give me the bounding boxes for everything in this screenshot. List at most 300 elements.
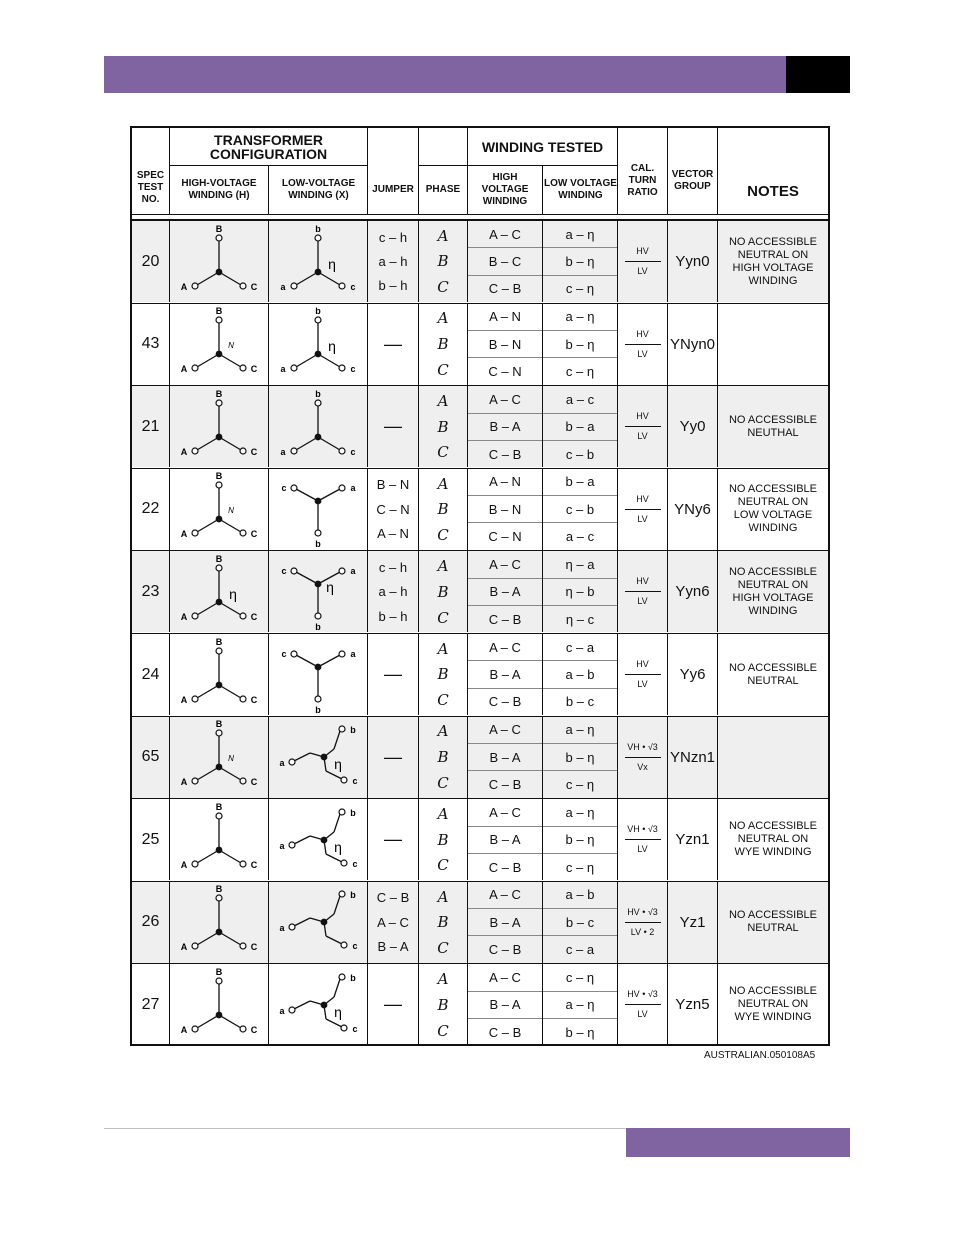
low-voltage-tested xyxy=(543,634,618,715)
winding-line xyxy=(219,272,241,285)
phase-label-b: b xyxy=(315,223,321,234)
jumper-entry: A – N xyxy=(377,526,409,542)
terminal xyxy=(315,530,321,536)
phase-entry: B xyxy=(437,417,449,436)
phase-entry: C xyxy=(437,856,449,875)
winding-line xyxy=(197,932,219,945)
terminal xyxy=(339,974,345,980)
notes-cell: NO ACCESSIBLE NEUTRAL xyxy=(728,661,818,687)
phase-label-a: a xyxy=(280,446,286,457)
winding-line xyxy=(318,272,340,285)
terminal xyxy=(192,1026,198,1032)
phase-entry: A xyxy=(437,557,449,576)
spec-test-no: 65 xyxy=(132,717,170,798)
turn-ratio xyxy=(618,304,668,385)
turn-ratio xyxy=(618,882,668,963)
phase-label-b: b xyxy=(350,890,356,901)
table-row xyxy=(132,220,828,302)
winding-line xyxy=(197,272,219,285)
header-spec: SPEC TEST NO. xyxy=(132,128,170,214)
vector-group: Yyn0 xyxy=(668,221,718,302)
winding-pair: C – B xyxy=(488,942,522,958)
winding-line xyxy=(197,767,219,780)
lv-winding-diagram xyxy=(269,964,368,1045)
hv-winding-diagram xyxy=(170,964,269,1045)
phase-list xyxy=(419,964,468,1045)
winding-pair: B – N xyxy=(468,496,542,523)
jumper-entry: c – h xyxy=(378,560,408,576)
winding-line xyxy=(219,519,241,532)
header-vector-group: VECTOR GROUP xyxy=(668,128,718,214)
terminal xyxy=(240,696,246,702)
header-page-block xyxy=(786,56,850,93)
neutral-point xyxy=(216,433,223,440)
terminal xyxy=(291,651,297,657)
terminal xyxy=(341,1025,347,1031)
winding-pair: a – b xyxy=(543,661,617,688)
winding-pair: a – η xyxy=(543,992,617,1019)
phase-label-a: a xyxy=(279,840,285,851)
ratio-denominator: LV xyxy=(637,679,648,689)
winding-line xyxy=(334,979,340,997)
winding-line xyxy=(334,896,340,914)
terminal xyxy=(315,613,321,619)
terminal xyxy=(341,942,347,948)
winding-line xyxy=(296,354,318,367)
spec-test-no: 26 xyxy=(132,882,170,963)
ratio-numerator: HV xyxy=(636,576,649,587)
jumper-list xyxy=(368,221,419,302)
winding-line xyxy=(296,655,318,667)
winding-pair: C – N xyxy=(488,529,522,545)
phase-entry: A xyxy=(437,309,449,328)
vector-group: Yzn5 xyxy=(668,964,718,1045)
high-voltage-tested xyxy=(468,551,543,632)
ratio-fraction-bar xyxy=(625,509,661,510)
neutral-point xyxy=(315,663,322,670)
terminal xyxy=(216,565,222,571)
winding-pair: c – η xyxy=(543,964,617,991)
eta-label: η xyxy=(328,338,336,355)
terminal xyxy=(240,530,246,536)
header-high-voltage: HIGH VOLTAGE WINDING xyxy=(468,166,543,214)
winding-pair: B – A xyxy=(468,414,542,441)
phase-label-b: B xyxy=(215,966,223,977)
header-ratio: CAL. TURN RATIO xyxy=(618,128,668,214)
phase-entry: A xyxy=(437,392,449,411)
phase-label-c: c xyxy=(350,364,356,375)
eta-label: η xyxy=(326,578,334,595)
phase-label-b: b xyxy=(315,388,321,399)
turn-ratio xyxy=(618,799,668,880)
phase-entry: B xyxy=(437,748,449,767)
winding-pair: c – η xyxy=(565,281,595,297)
spec-test-no: 20 xyxy=(132,221,170,302)
neutral-point xyxy=(321,754,328,761)
jumper-entry: — xyxy=(384,829,402,850)
table-row xyxy=(132,798,828,880)
notes-cell: NO ACCESSIBLE NEUTRAL ON HIGH VOLTAGE WINDING xyxy=(728,565,818,617)
neutral-point xyxy=(315,580,322,587)
terminal xyxy=(216,400,222,406)
ratio-numerator: HV xyxy=(636,493,649,504)
vector-group: Yy6 xyxy=(668,634,718,715)
notes-cell: NO ACCESSIBLE NEUTHAL xyxy=(728,413,818,439)
spec-test-no: 43 xyxy=(132,304,170,385)
header-hv-winding: HIGH-VOLTAGE WINDING (H) xyxy=(170,166,269,214)
high-voltage-tested xyxy=(468,717,543,798)
low-voltage-tested xyxy=(543,964,618,1045)
phase-label-c: C xyxy=(250,281,258,292)
neutral-point xyxy=(216,351,223,358)
ratio-fraction-bar xyxy=(625,426,661,427)
terminal xyxy=(339,568,345,574)
header-phase: PHASE xyxy=(419,128,468,214)
terminal xyxy=(291,283,297,289)
terminal xyxy=(339,651,345,657)
jumper-entry: — xyxy=(384,333,402,354)
phase-label-b: b xyxy=(350,807,356,818)
jumper-list xyxy=(368,469,419,550)
phase-list xyxy=(419,386,468,467)
phase-label-b: B xyxy=(215,553,223,564)
lv-winding-diagram xyxy=(269,386,368,467)
high-voltage-tested xyxy=(468,304,543,385)
jumper-entry: b – h xyxy=(378,608,408,624)
turn-ratio xyxy=(618,551,668,632)
phase-label-b: B xyxy=(215,884,223,895)
winding-pair: b – c xyxy=(565,694,595,710)
phase-entry: C xyxy=(437,278,449,297)
winding-line xyxy=(326,1019,342,1027)
spec-test-no: 23 xyxy=(132,551,170,632)
terminal xyxy=(291,568,297,574)
terminal xyxy=(339,891,345,897)
phase-label-c: C xyxy=(250,859,258,870)
neutral-point xyxy=(216,929,223,936)
phase-label-c: c xyxy=(352,858,358,869)
winding-pair: B – A xyxy=(468,827,542,854)
phase-entry: A xyxy=(437,639,449,658)
winding-line xyxy=(219,1015,241,1028)
phase-list xyxy=(419,304,468,385)
table-row xyxy=(132,633,828,715)
terminal xyxy=(339,365,345,371)
hv-winding-diagram xyxy=(170,469,269,550)
neutral-point xyxy=(216,846,223,853)
jumper-entry: b – h xyxy=(378,278,408,294)
neutral-label: N xyxy=(228,506,234,516)
terminal xyxy=(291,485,297,491)
winding-pair: B – N xyxy=(468,331,542,358)
low-voltage-tested xyxy=(543,386,618,467)
vector-group: Yzn1 xyxy=(668,799,718,880)
phase-label-c: c xyxy=(350,446,356,457)
phase-entry: B xyxy=(437,995,449,1014)
winding-line xyxy=(334,814,340,832)
jumper-entry: — xyxy=(384,746,402,767)
phase-label-a: a xyxy=(279,758,285,769)
high-voltage-tested xyxy=(468,882,543,963)
neutral-point xyxy=(321,919,328,926)
terminal xyxy=(216,235,222,241)
phase-label-c: C xyxy=(250,446,258,457)
phase-label-c: C xyxy=(250,364,258,375)
phase-label-a: a xyxy=(350,648,356,659)
winding-line xyxy=(334,731,340,749)
terminal xyxy=(216,730,222,736)
eta-label: η xyxy=(328,255,336,272)
terminal xyxy=(216,978,222,984)
turn-ratio xyxy=(618,386,668,467)
hv-winding-diagram xyxy=(170,386,269,467)
table-row xyxy=(132,963,828,1045)
phase-label-c: c xyxy=(281,565,287,576)
winding-line xyxy=(296,437,318,450)
jumper-list xyxy=(368,304,419,385)
lv-winding-diagram xyxy=(269,882,368,963)
phase-entry: A xyxy=(437,474,449,493)
ratio-numerator: HV • √3 xyxy=(627,906,658,917)
phase-label-c: C xyxy=(250,942,258,953)
winding-pair: b – η xyxy=(565,1024,595,1040)
terminal xyxy=(339,283,345,289)
phase-label-a: A xyxy=(180,777,188,788)
winding-line xyxy=(326,854,342,862)
phase-label-a: a xyxy=(280,281,286,292)
hv-winding-diagram xyxy=(170,221,269,302)
ratio-numerator: HV xyxy=(636,246,649,256)
phase-label-a: A xyxy=(180,859,188,870)
winding-line xyxy=(296,572,318,584)
ratio-numerator: VH • √3 xyxy=(627,741,658,752)
table-row xyxy=(132,385,828,467)
header-band xyxy=(104,56,786,93)
winding-pair: A – C xyxy=(468,717,542,744)
neutral-point xyxy=(216,516,223,523)
vector-group: Yz1 xyxy=(668,882,718,963)
terminal xyxy=(291,448,297,454)
phase-entry: C xyxy=(437,773,449,792)
phase-entry: C xyxy=(437,938,449,957)
winding-line xyxy=(197,437,219,450)
neutral-point xyxy=(315,268,322,275)
winding-line xyxy=(197,685,219,698)
phase-label-b: b xyxy=(315,539,321,550)
terminal xyxy=(192,861,198,867)
phase-label-a: A xyxy=(180,364,188,375)
low-voltage-tested xyxy=(543,221,618,302)
phase-entry: A xyxy=(437,887,449,906)
spec-test-no: 25 xyxy=(132,799,170,880)
spec-test-no: 27 xyxy=(132,964,170,1045)
phase-entry: A xyxy=(437,970,449,989)
terminal xyxy=(289,924,295,930)
vector-group: Yy0 xyxy=(668,386,718,467)
eta-label: η xyxy=(334,756,342,773)
phase-label-b: b xyxy=(315,306,321,317)
jumper-entry: — xyxy=(384,664,402,684)
terminal xyxy=(240,283,246,289)
ratio-denominator: LV • 2 xyxy=(630,926,655,937)
winding-pair: a – c xyxy=(543,386,617,413)
winding-pair: A – N xyxy=(468,304,542,331)
terminal xyxy=(192,696,198,702)
jumper-entry: a – h xyxy=(378,253,408,269)
vector-group: YNyn0 xyxy=(668,304,718,385)
terminal xyxy=(315,400,321,406)
phase-label-c: c xyxy=(281,483,287,494)
phase-label-c: c xyxy=(352,1023,358,1034)
table-row xyxy=(132,716,828,798)
ratio-numerator: HV xyxy=(636,411,649,422)
phase-list xyxy=(419,551,468,632)
spec-test-no: 24 xyxy=(132,634,170,715)
phase-label-b: B xyxy=(215,801,223,812)
winding-pair: c – a xyxy=(565,942,595,958)
turn-ratio xyxy=(618,469,668,550)
winding-pair: C – B xyxy=(488,776,522,792)
phase-label-a: A xyxy=(180,529,188,540)
terminal xyxy=(339,726,345,732)
winding-line xyxy=(197,354,219,367)
jumper-entry: — xyxy=(384,994,402,1015)
terminal xyxy=(192,530,198,536)
turn-ratio xyxy=(618,221,668,302)
terminal xyxy=(315,317,321,323)
winding-line xyxy=(197,1015,219,1028)
header-notes: NOTES xyxy=(747,182,799,200)
winding-pair: A – N xyxy=(468,469,542,496)
header-transformer-config: TRANSFORMER CONFIGURATION HIGH-VOLTAGE WINDING (H) LOW-VOLTAGE WINDING (X) xyxy=(170,128,368,214)
low-voltage-tested xyxy=(543,799,618,880)
phase-label-a: a xyxy=(280,364,286,375)
winding-line xyxy=(197,602,219,615)
winding-line xyxy=(219,437,241,450)
phase-label-b: B xyxy=(215,636,223,647)
phase-label-a: A xyxy=(180,281,188,292)
phase-entry: B xyxy=(437,252,449,271)
winding-pair: η – c xyxy=(565,611,595,627)
low-voltage-tested xyxy=(543,717,618,798)
winding-pair: A – C xyxy=(468,221,542,248)
phase-label-b: B xyxy=(215,306,223,317)
winding-line xyxy=(219,932,241,945)
winding-pair: c – b xyxy=(565,446,595,462)
spec-test-no: 21 xyxy=(132,386,170,467)
neutral-point xyxy=(216,598,223,605)
phase-label-a: a xyxy=(350,565,356,576)
notes-cell: NO ACCESSIBLE NEUTRAL ON LOW VOLTAGE WINDING xyxy=(728,483,818,535)
phase-label-c: C xyxy=(250,694,258,705)
phase-label-a: a xyxy=(350,483,356,494)
winding-line xyxy=(326,936,342,944)
winding-line xyxy=(296,272,318,285)
winding-line xyxy=(219,602,241,615)
winding-line xyxy=(197,519,219,532)
ratio-denominator: LV xyxy=(637,266,648,276)
terminal xyxy=(339,448,345,454)
lv-winding-diagram xyxy=(269,221,368,302)
winding-line xyxy=(318,655,340,667)
notes-cell: NO ACCESSIBLE NEUTRAL ON WYE WINDING xyxy=(728,820,818,859)
winding-pair: B – A xyxy=(468,909,542,936)
table-row xyxy=(132,881,828,963)
winding-pair: C – B xyxy=(488,859,522,875)
lv-winding-diagram xyxy=(269,551,368,632)
ratio-denominator: LV xyxy=(637,431,648,442)
phase-entry: C xyxy=(437,691,449,710)
phase-entry: A xyxy=(437,226,449,245)
turn-ratio xyxy=(618,717,668,798)
footer-band xyxy=(626,1128,850,1157)
winding-pair: η – a xyxy=(543,551,617,578)
hv-winding-diagram xyxy=(170,799,269,880)
jumper-list xyxy=(368,386,419,467)
winding-pair: A – C xyxy=(468,634,542,661)
phase-entry: B xyxy=(437,335,449,354)
ratio-denominator: LV xyxy=(637,844,648,855)
terminal xyxy=(240,1026,246,1032)
phase-label-b: b xyxy=(315,621,321,632)
winding-pair: A – C xyxy=(468,386,542,413)
winding-line xyxy=(219,685,241,698)
neutral-point xyxy=(216,681,223,688)
low-voltage-tested xyxy=(543,469,618,550)
notes-cell: NO ACCESSIBLE NEUTRAL xyxy=(728,909,818,935)
ratio-numerator: VH • √3 xyxy=(627,824,658,835)
terminal xyxy=(216,482,222,488)
winding-line xyxy=(219,767,241,780)
winding-pair: C – B xyxy=(488,1024,522,1040)
terminal xyxy=(192,613,198,619)
jumper-list xyxy=(368,551,419,632)
neutral-point xyxy=(315,498,322,505)
neutral-point xyxy=(216,764,223,771)
winding-pair: c – η xyxy=(565,363,595,379)
winding-pair: a – c xyxy=(565,529,595,545)
neutral-point xyxy=(321,836,328,843)
winding-pair: b – η xyxy=(543,744,617,771)
winding-pair: A – C xyxy=(468,799,542,826)
winding-pair: a – η xyxy=(543,799,617,826)
vector-group: Yyn6 xyxy=(668,551,718,632)
ratio-fraction-bar xyxy=(625,839,661,840)
ratio-numerator: HV xyxy=(636,328,649,339)
low-voltage-tested xyxy=(543,304,618,385)
winding-pair: b – η xyxy=(543,248,617,275)
transformer-table xyxy=(130,126,830,1046)
winding-line xyxy=(197,850,219,863)
winding-pair: a – η xyxy=(543,221,617,248)
phase-list xyxy=(419,717,468,798)
spec-test-no: 22 xyxy=(132,469,170,550)
eta-label: η xyxy=(334,838,342,855)
winding-pair: a – η xyxy=(543,304,617,331)
ratio-denominator: LV xyxy=(637,1009,648,1020)
ratio-denominator: Vx xyxy=(637,761,648,772)
winding-line xyxy=(294,1001,310,1009)
low-voltage-tested xyxy=(543,882,618,963)
footer-rule xyxy=(104,1128,626,1129)
ratio-fraction-bar xyxy=(625,674,661,675)
terminal xyxy=(192,778,198,784)
phase-entry: B xyxy=(437,500,449,519)
terminal xyxy=(240,778,246,784)
phase-entry: A xyxy=(437,722,449,741)
eta-label: η xyxy=(334,1003,342,1020)
winding-pair: B – C xyxy=(468,248,542,275)
